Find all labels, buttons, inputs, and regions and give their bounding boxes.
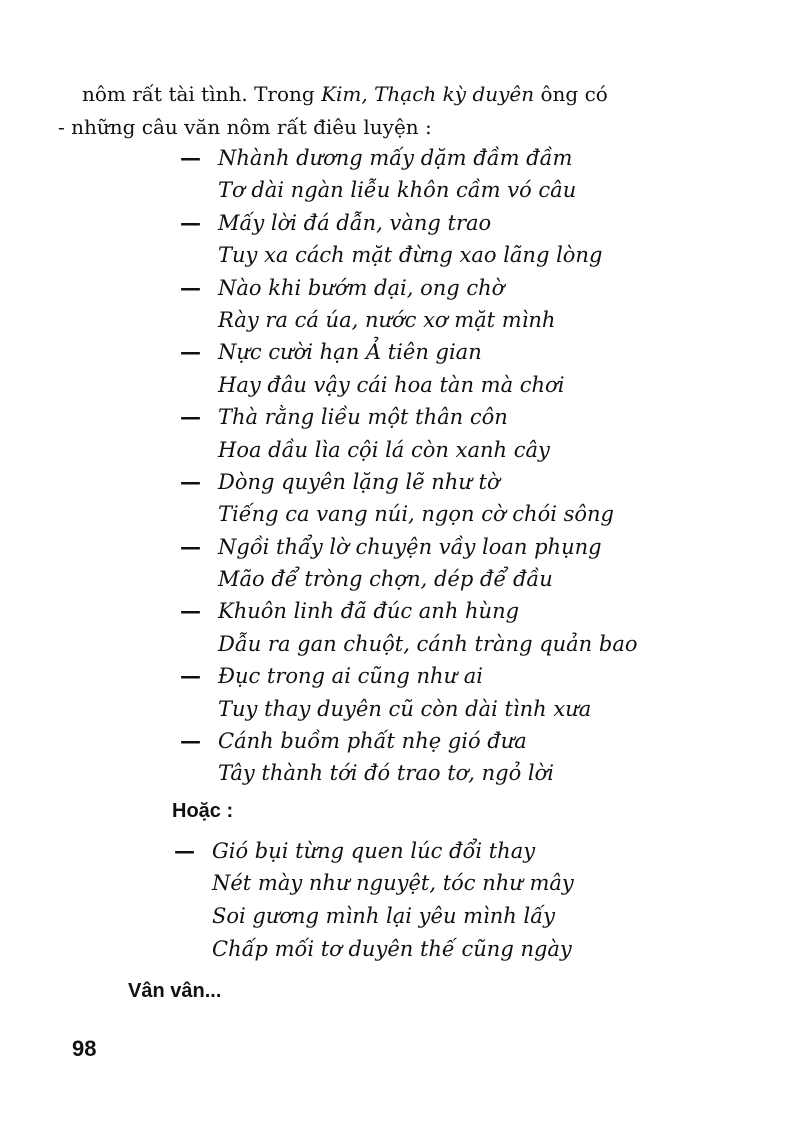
verse-text: Tuy thay duyên cũ còn dài tình xưa xyxy=(218,696,592,721)
verse-text: Nét mày như nguyệt, tóc như mây xyxy=(212,871,574,895)
dash-mark: — xyxy=(180,728,201,754)
verse-text: Khuôn linh đã đúc anh hùng xyxy=(218,599,520,624)
verse-line xyxy=(180,304,740,336)
verse-line xyxy=(180,563,740,595)
verse-line xyxy=(180,725,740,757)
dash-mark: — xyxy=(180,533,201,559)
verse-line xyxy=(180,595,740,627)
verse-line xyxy=(180,757,740,789)
verse-line xyxy=(180,369,740,401)
verse-line xyxy=(180,207,740,239)
verse-line xyxy=(174,933,734,966)
dash-mark: — xyxy=(180,339,201,365)
dash-mark: — xyxy=(180,468,201,494)
verse-line xyxy=(180,174,740,206)
verse-text: Tuy xa cách mặt đừng xao lãng lòng xyxy=(218,243,603,268)
verse-line xyxy=(180,272,740,304)
closing-text: Vân vân... xyxy=(128,980,222,1002)
verse-text: Mão để tròng chợn, dép để đầu xyxy=(218,567,553,592)
verse-text: Thà rằng liều một thân côn xyxy=(218,405,508,430)
verse-line xyxy=(180,466,740,498)
intro-text: nôm rất tài tình. Trong xyxy=(82,82,322,106)
dash-mark: — xyxy=(180,145,201,170)
verse-line xyxy=(180,434,740,466)
verse-text: Gió bụi từng quen lúc đổi thay xyxy=(212,839,536,863)
verse-text: Cánh buồm phất nhẹ gió đưa xyxy=(218,729,527,754)
verse-line xyxy=(180,628,740,660)
dash-mark: — xyxy=(180,404,201,430)
verse-text: Nhành dương mấy dặm đầm đầm xyxy=(218,146,573,170)
verse-line xyxy=(180,239,740,271)
work-title: Kim, Thạch kỳ duyên xyxy=(321,82,535,106)
verse-text: Dòng quyên lặng lẽ như tờ xyxy=(218,469,500,494)
verse-text: Tơ dài ngàn liễu khôn cầm vó câu xyxy=(218,178,577,203)
page-number: 98 xyxy=(72,1036,97,1061)
intro-text: ông có xyxy=(534,82,608,106)
dash-mark: — xyxy=(180,274,201,300)
verse-line xyxy=(180,401,740,433)
verse-line xyxy=(180,693,740,725)
verse-text: Đục trong ai cũng như ai xyxy=(218,664,484,689)
verse-text: Hay đâu vậy cái hoa tàn mà chơi xyxy=(218,372,565,397)
verse-line xyxy=(174,900,734,933)
intro-text: những câu văn nôm rất điêu luyện : xyxy=(71,115,432,139)
verse-line xyxy=(180,660,740,692)
verse-text: Hoa dầu lìa cội lá còn xanh cây xyxy=(218,437,550,462)
verse-block-2 xyxy=(174,834,734,966)
verse-line xyxy=(180,498,740,530)
verse-text: Chấp mối tơ duyên thế cũng ngày xyxy=(212,937,572,961)
verse-line xyxy=(180,336,740,368)
dash-mark: — xyxy=(180,663,201,689)
dash-mark: — xyxy=(180,598,201,624)
dash-mark: — xyxy=(180,209,201,235)
intro-line-2 xyxy=(58,111,732,144)
verse-text: Tây thành tới đó trao tơ, ngỏ lời xyxy=(218,761,554,786)
intro-paragraph xyxy=(58,78,732,144)
verse-text: Nực cười hạn Ả tiên gian xyxy=(218,340,482,365)
verse-text: Dẫu ra gan chuột, cánh tràng quản bao xyxy=(218,631,638,656)
verse-text: Nào khi bướm dại, ong chờ xyxy=(218,275,505,300)
alternative-label: Hoặc : xyxy=(172,800,234,822)
verse-line xyxy=(174,834,734,867)
verse-text: Tiếng ca vang núi, ngọn cờ chói sông xyxy=(218,502,614,527)
verse-text: Ngồi thẩy lờ chuyện vầy loan phụng xyxy=(218,534,602,559)
line-mark: - xyxy=(58,115,65,139)
intro-line-1 xyxy=(82,78,732,111)
verse-text: Mấy lời đá dẫn, vàng trao xyxy=(218,210,492,235)
verse-line xyxy=(174,867,734,900)
dash-mark: — xyxy=(174,838,195,863)
verse-text: Soi gương mình lại yêu mình lấy xyxy=(212,904,555,928)
verse-line xyxy=(180,142,740,174)
verse-line xyxy=(180,531,740,563)
verse-text: Rày ra cá úa, nước xơ mặt mình xyxy=(218,307,556,332)
verse-block-1 xyxy=(180,142,740,790)
